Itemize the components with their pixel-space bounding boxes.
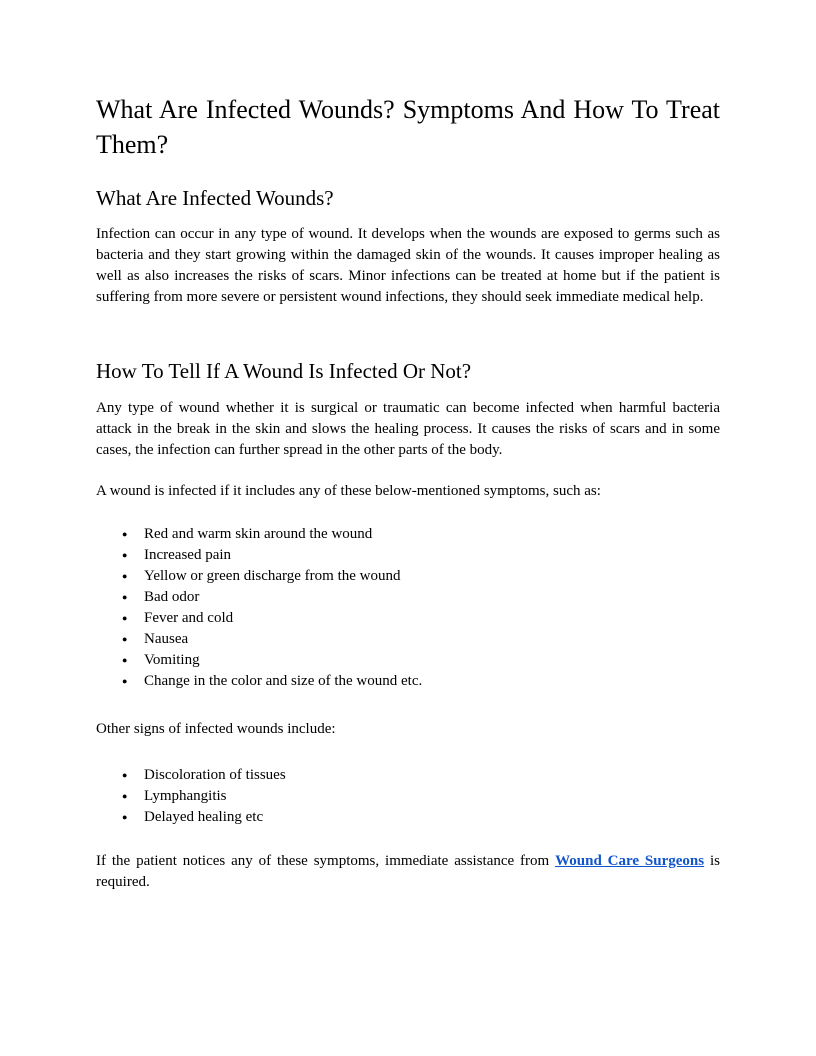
bullet-icon: ● xyxy=(122,791,128,801)
bullet-icon: ● xyxy=(122,592,128,602)
list-item-label: Delayed healing etc xyxy=(144,809,264,825)
list-item xyxy=(96,608,720,629)
paragraph-infection-causes: Any type of wound whether it is surgical or traumatic can become infected when harmful bacteria attack in the break in the skin and slows the healing process. It causes the risks of scars and in some cases, the infection can further spread in the other parts of the body. xyxy=(96,400,720,458)
document-title: What Are Infected Wounds? Symptoms And How To Treat Them? xyxy=(96,95,720,159)
bullet-icon: ● xyxy=(122,812,128,822)
list-item xyxy=(96,629,720,650)
bullet-icon: ● xyxy=(122,529,128,539)
bullet-icon: ● xyxy=(122,770,128,780)
other-signs-list xyxy=(96,765,720,828)
list-item-label: Nausea xyxy=(144,631,189,647)
section-heading-how-to-tell-if-infected: How To Tell If A Wound Is Infected Or Not? xyxy=(96,359,472,383)
list-item-label: Increased pain xyxy=(144,547,232,563)
list-item-label: Vomiting xyxy=(144,652,200,668)
list-item-label: Red and warm skin around the wound xyxy=(144,526,373,542)
list-item xyxy=(96,587,720,608)
closing-text-after-link: is required. xyxy=(96,853,720,890)
bullet-icon: ● xyxy=(122,676,128,686)
bullet-icon: ● xyxy=(122,655,128,665)
symptoms-list xyxy=(96,524,720,692)
bullet-icon: ● xyxy=(122,571,128,581)
paragraph-closing xyxy=(96,851,720,893)
section-heading-what-are-infected-wounds: What Are Infected Wounds? xyxy=(96,186,334,210)
list-item-label: Lymphangitis xyxy=(144,788,227,804)
list-item-label: Change in the color and size of the wound etc. xyxy=(144,673,423,689)
list-item xyxy=(96,765,720,786)
bullet-icon: ● xyxy=(122,550,128,560)
list-item-label: Discoloration of tissues xyxy=(144,767,286,783)
list-item xyxy=(96,807,720,828)
list-item xyxy=(96,524,720,545)
paragraph-other-signs-intro: Other signs of infected wounds include: xyxy=(96,721,336,737)
list-item-label: Yellow or green discharge from the wound xyxy=(144,568,401,584)
list-item-label: Fever and cold xyxy=(144,610,234,626)
list-item xyxy=(96,566,720,587)
bullet-icon: ● xyxy=(122,613,128,623)
closing-text-before-link: If the patient notices any of these symptoms, immediate assistance from xyxy=(96,853,556,869)
wound-care-surgeons-link[interactable]: Wound Care Surgeons xyxy=(555,853,705,869)
bullet-icon: ● xyxy=(122,634,128,644)
paragraph-infection-overview: Infection can occur in any type of wound. It develops when the wounds are exposed to germs such as bacteria and they start growing within the damaged skin of the wounds. It causes improper healing as well as also increases the risks of scars. Minor infections can be treated at home but if the patient is suffering from more severe or persistent wound infections, they should seek immediate medical help. xyxy=(96,226,720,305)
list-item xyxy=(96,650,720,671)
list-item xyxy=(96,545,720,566)
list-item-label: Bad odor xyxy=(144,589,200,605)
paragraph-symptoms-intro: A wound is infected if it includes any of these below-mentioned symptoms, such as: xyxy=(96,483,601,499)
list-item xyxy=(96,671,720,692)
list-item xyxy=(96,786,720,807)
